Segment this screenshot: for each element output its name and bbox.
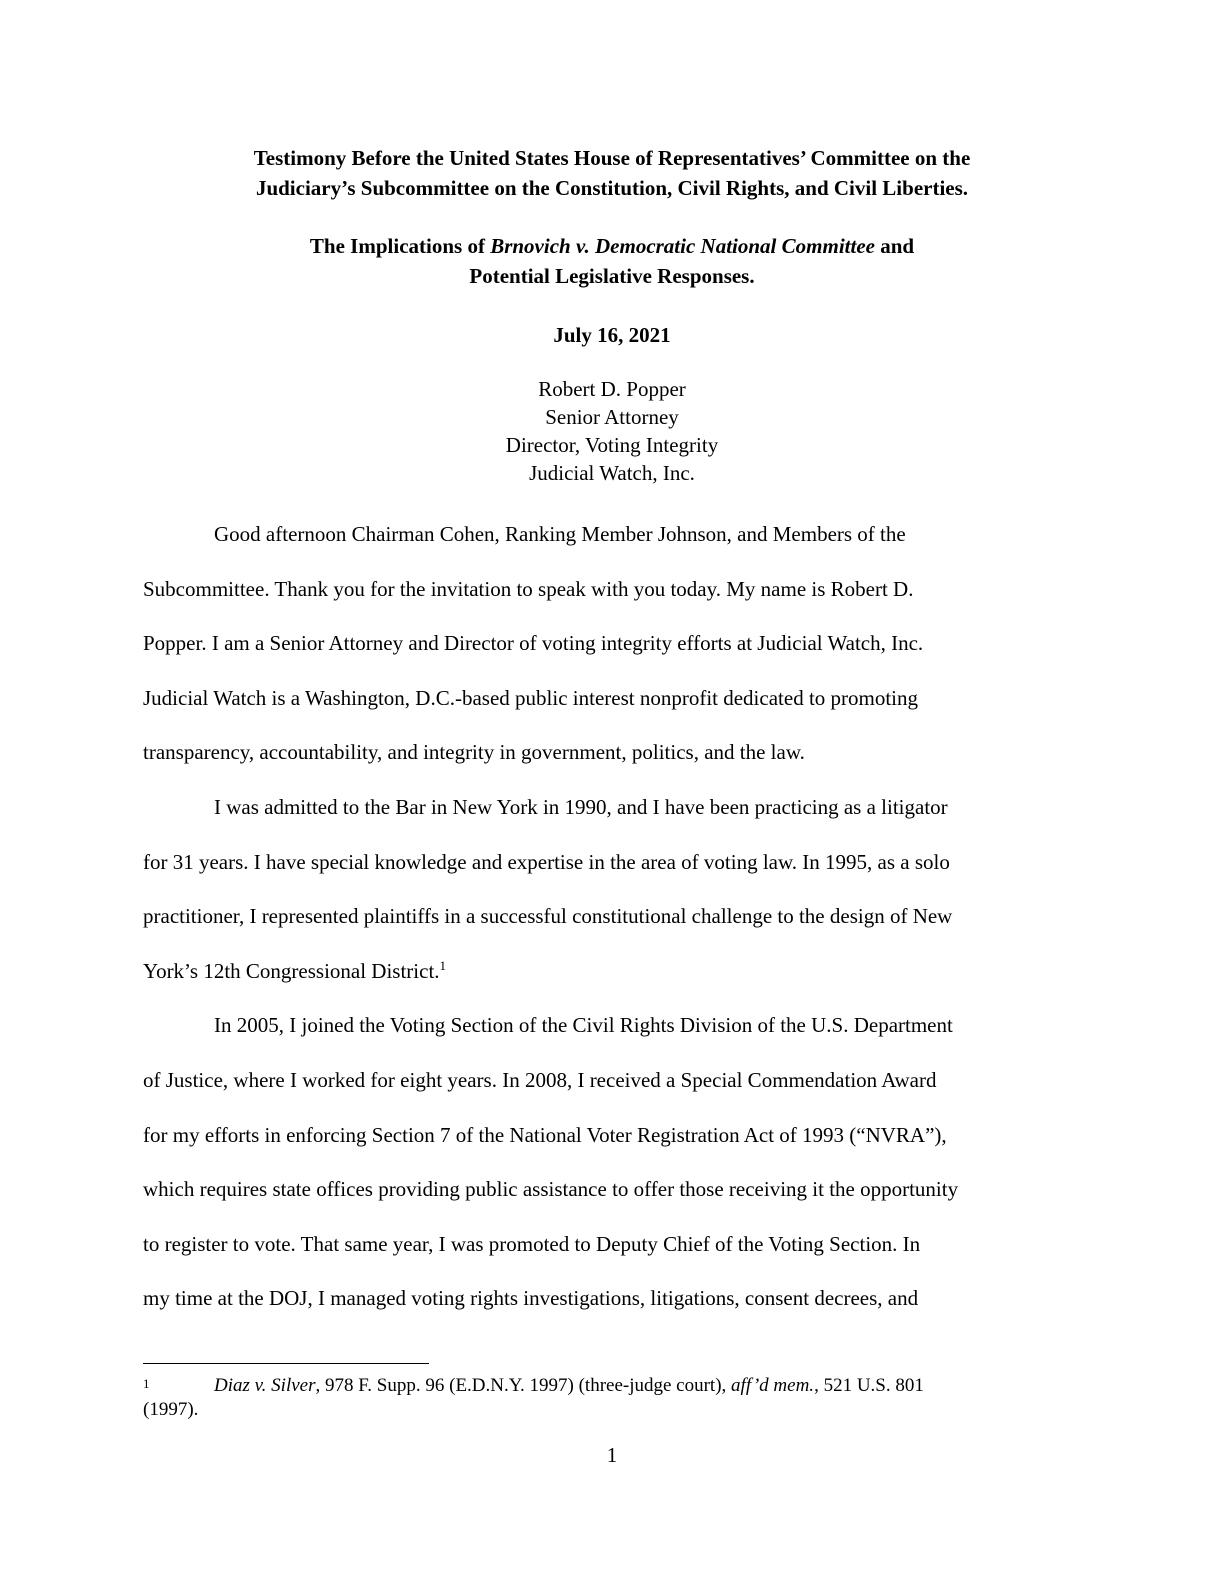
paragraph-line: In 2005, I joined the Voting Section of the Civil Rights Division of the U.S. Department xyxy=(214,1013,953,1038)
paragraph-3 xyxy=(143,998,1083,1326)
document-title xyxy=(0,143,1224,203)
document-date: July 16, 2021 xyxy=(553,323,671,347)
footnote-case-name: Diaz v. Silver xyxy=(214,1375,316,1396)
paragraph-line xyxy=(143,944,1083,999)
paragraph-line: Good afternoon Chairman Cohen, Ranking Member Johnson, and Members of the xyxy=(214,522,906,546)
paragraph-line: I was admitted to the Bar in New York in 1990, and I have been practicing as a litigator xyxy=(214,794,948,819)
subtitle-prefix: The Implications of xyxy=(309,234,491,258)
paragraph-line: for 31 years. I have special knowledge and expertise in the area of voting law. In 1995, as a solo xyxy=(143,849,950,874)
paragraph-line-text: York’s 12th Congressional District. xyxy=(143,958,440,983)
subtitle-case-name: Brnovich v. Democratic National Committee xyxy=(490,234,875,258)
subtitle-line-1 xyxy=(0,231,1224,261)
paragraph-line: my time at the DOJ, I managed voting rights investigations, litigations, consent decrees, and xyxy=(143,1286,919,1311)
document-subtitle xyxy=(0,231,1224,291)
footnote-number: 1 xyxy=(143,1376,150,1391)
paragraph-line: to register to vote. That same year, I was promoted to Deputy Chief of the Voting Section. In xyxy=(143,1231,921,1256)
paragraph-line: Popper. I am a Senior Attorney and Director of voting integrity efforts at Judicial Watch, Inc. xyxy=(143,631,924,656)
paragraph-line: Judicial Watch is a Washington, D.C.-based public interest nonprofit dedicated to promoting xyxy=(143,685,919,710)
author-name: Robert D. Popper xyxy=(538,377,686,401)
paragraph-1 xyxy=(143,507,1083,780)
author-block xyxy=(0,375,1224,487)
paragraph-line: which requires state offices providing public assistance to offer those receiving it the opportunity xyxy=(143,1177,959,1202)
body-text xyxy=(143,507,1083,1326)
paragraph-line: Subcommittee. Thank you for the invitation to speak with you today. My name is Robert D. xyxy=(143,576,914,601)
footnote-affd: aff’d mem. xyxy=(731,1375,815,1396)
paragraph-line: of Justice, where I worked for eight years. In 2008, I received a Special Commendation Award xyxy=(143,1067,937,1092)
paragraph-line: for my efforts in enforcing Section 7 of the National Voter Registration Act of 1993 (“NVRA”), xyxy=(143,1122,947,1147)
footnote-line-1 xyxy=(143,1374,1083,1398)
paragraph-2 xyxy=(143,780,1083,998)
footnote-citation-end: , 521 U.S. 801 xyxy=(814,1375,924,1396)
footnote xyxy=(143,1374,1083,1422)
author-organization: Judicial Watch, Inc. xyxy=(529,461,695,485)
subtitle-suffix: and xyxy=(874,234,915,258)
page-number: 1 xyxy=(606,1443,618,1467)
author-role: Director, Voting Integrity xyxy=(505,433,719,457)
title-line-1: Testimony Before the United States House of Representatives’ Committee on the xyxy=(253,146,971,170)
footnote-line-2: (1997). xyxy=(143,1399,199,1420)
author-title: Senior Attorney xyxy=(545,405,679,429)
footnote-reference[interactable]: 1 xyxy=(439,957,447,973)
title-line-2: Judiciary’s Subcommittee on the Constitution, Civil Rights, and Civil Liberties. xyxy=(255,176,969,200)
subtitle-line-2: Potential Legislative Responses. xyxy=(469,264,755,288)
paragraph-line: practitioner, I represented plaintiffs in a successful constitutional challenge to the design of New xyxy=(143,904,953,929)
footnote-citation: , 978 F. Supp. 96 (E.D.N.Y. 1997) (three-judge court), xyxy=(315,1375,732,1396)
paragraph-line: transparency, accountability, and integrity in government, politics, and the law. xyxy=(143,740,805,765)
footnote-divider xyxy=(143,1363,429,1364)
